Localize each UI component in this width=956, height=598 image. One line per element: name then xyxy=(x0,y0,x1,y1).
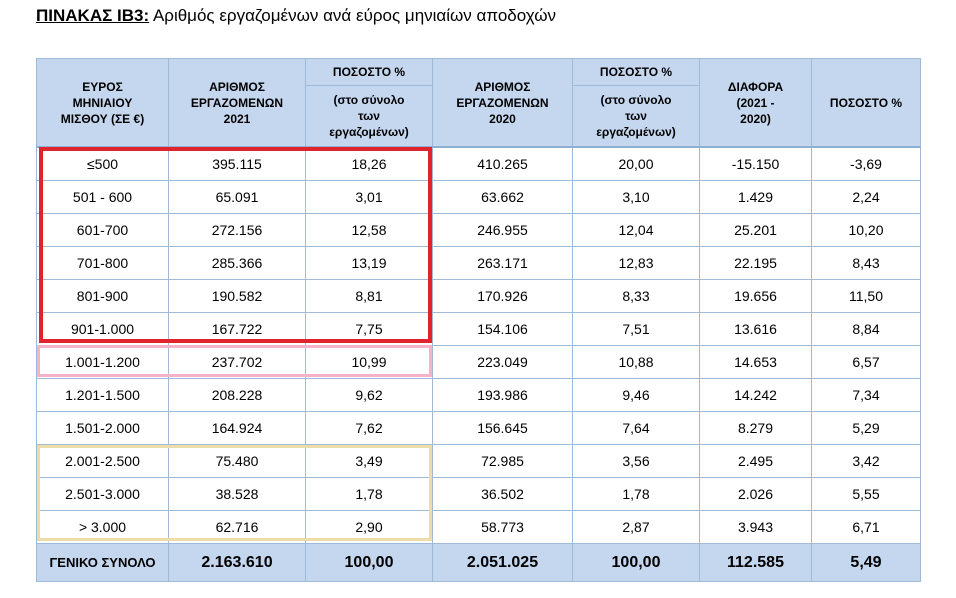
cell-employees-2020: 193.986 xyxy=(433,379,573,412)
cell-percent-2020: 7,64 xyxy=(573,412,700,445)
cell-range: ≤500 xyxy=(37,147,169,181)
table-title-label: ΠΙΝΑΚΑΣ ΙΒ3: xyxy=(36,6,150,25)
cell-employees-2021: 190.582 xyxy=(169,280,306,313)
cell-employees-2020: 263.171 xyxy=(433,247,573,280)
cell-percent-2021: 13,19 xyxy=(306,247,433,280)
header-percent-change: ΠΟΣΟΣΤΟ % xyxy=(812,59,921,148)
cell-employees-2020: 246.955 xyxy=(433,214,573,247)
cell-employees-2020: 36.502 xyxy=(433,478,573,511)
cell-employees-2020: 63.662 xyxy=(433,181,573,214)
cell-percent-change: 8,43 xyxy=(812,247,921,280)
cell-employees-2020: 170.926 xyxy=(433,280,573,313)
cell-employees-2021: 237.702 xyxy=(169,346,306,379)
cell-range: > 3.000 xyxy=(37,511,169,544)
cell-percent-2020: 12,83 xyxy=(573,247,700,280)
cell-percent-change: 2,24 xyxy=(812,181,921,214)
cell-percent-2021: 10,99 xyxy=(306,346,433,379)
header-employees-2020: ΑΡΙΘΜΟΣ ΕΡΓΑΖΟΜΕΝΩΝ 2020 xyxy=(433,59,573,148)
table-row xyxy=(37,346,921,379)
wage-range-table xyxy=(36,58,921,582)
cell-employees-2020: 156.645 xyxy=(433,412,573,445)
table-row xyxy=(37,313,921,346)
table-row xyxy=(37,445,921,478)
cell-range: 1.201-1.500 xyxy=(37,379,169,412)
header-percent-2020: ΠΟΣΟΣΤΟ % xyxy=(573,59,700,86)
table-row xyxy=(37,181,921,214)
cell-employees-2021: 38.528 xyxy=(169,478,306,511)
cell-percent-change: 7,34 xyxy=(812,379,921,412)
header-range: ΕΥΡΟΣ ΜΗΝΙΑΙΟΥ ΜΙΣΘΟΥ (ΣΕ €) xyxy=(37,59,169,148)
table-title xyxy=(36,6,556,26)
cell-difference: 22.195 xyxy=(700,247,812,280)
header-difference: ΔΙΑΦΟΡΑ (2021 - 2020) xyxy=(700,59,812,148)
cell-employees-2021: 395.115 xyxy=(169,147,306,181)
cell-percent-2020: 3,10 xyxy=(573,181,700,214)
header-percent-2020-note: (στο σύνολο των εργαζομένων) xyxy=(573,86,700,148)
cell-percent-2021: 7,75 xyxy=(306,313,433,346)
cell-difference: 19.656 xyxy=(700,280,812,313)
cell-range: 801-900 xyxy=(37,280,169,313)
cell-range: 701-800 xyxy=(37,247,169,280)
cell-employees-2021: 208.228 xyxy=(169,379,306,412)
cell-employees-2021: 75.480 xyxy=(169,445,306,478)
cell-range: 501 - 600 xyxy=(37,181,169,214)
cell-employees-2020: 410.265 xyxy=(433,147,573,181)
cell-difference: 13.616 xyxy=(700,313,812,346)
total-employees-2020: 2.051.025 xyxy=(433,544,573,582)
table-row xyxy=(37,214,921,247)
table-row xyxy=(37,247,921,280)
total-difference: 112.585 xyxy=(700,544,812,582)
cell-employees-2020: 223.049 xyxy=(433,346,573,379)
cell-percent-2021: 3,49 xyxy=(306,445,433,478)
cell-percent-change: 3,42 xyxy=(812,445,921,478)
total-label: ΓΕΝΙΚΟ ΣΥΝΟΛΟ xyxy=(37,544,169,582)
total-employees-2021: 2.163.610 xyxy=(169,544,306,582)
cell-percent-change: 10,20 xyxy=(812,214,921,247)
cell-difference: 25.201 xyxy=(700,214,812,247)
cell-percent-2020: 10,88 xyxy=(573,346,700,379)
cell-difference: 3.943 xyxy=(700,511,812,544)
cell-difference: 14.653 xyxy=(700,346,812,379)
cell-percent-change: 5,29 xyxy=(812,412,921,445)
cell-percent-2020: 8,33 xyxy=(573,280,700,313)
cell-range: 901-1.000 xyxy=(37,313,169,346)
header-percent-2021-note: (στο σύνολο των εργαζομένων) xyxy=(306,86,433,148)
cell-employees-2021: 62.716 xyxy=(169,511,306,544)
cell-percent-2020: 2,87 xyxy=(573,511,700,544)
table-row xyxy=(37,379,921,412)
cell-percent-2021: 18,26 xyxy=(306,147,433,181)
cell-difference: -15.150 xyxy=(700,147,812,181)
cell-percent-2021: 8,81 xyxy=(306,280,433,313)
cell-percent-2020: 1,78 xyxy=(573,478,700,511)
cell-percent-2020: 7,51 xyxy=(573,313,700,346)
table-row xyxy=(37,478,921,511)
cell-percent-2021: 7,62 xyxy=(306,412,433,445)
cell-employees-2021: 285.366 xyxy=(169,247,306,280)
cell-employees-2021: 65.091 xyxy=(169,181,306,214)
total-percent-change: 5,49 xyxy=(812,544,921,582)
cell-range: 601-700 xyxy=(37,214,169,247)
cell-difference: 8.279 xyxy=(700,412,812,445)
cell-employees-2020: 154.106 xyxy=(433,313,573,346)
cell-percent-change: 6,57 xyxy=(812,346,921,379)
total-row xyxy=(37,544,921,582)
cell-percent-change: -3,69 xyxy=(812,147,921,181)
header-employees-2021: ΑΡΙΘΜΟΣ ΕΡΓΑΖΟΜΕΝΩΝ 2021 xyxy=(169,59,306,148)
table-title-text: Αριθμός εργαζομένων ανά εύρος μηνιαίων αποδοχών xyxy=(149,6,557,25)
cell-range: 1.001-1.200 xyxy=(37,346,169,379)
table-row xyxy=(37,147,921,181)
cell-employees-2021: 167.722 xyxy=(169,313,306,346)
header-percent-2021: ΠΟΣΟΣΤΟ % xyxy=(306,59,433,86)
cell-percent-2021: 2,90 xyxy=(306,511,433,544)
cell-percent-2021: 9,62 xyxy=(306,379,433,412)
cell-employees-2020: 72.985 xyxy=(433,445,573,478)
cell-difference: 14.242 xyxy=(700,379,812,412)
cell-percent-change: 11,50 xyxy=(812,280,921,313)
cell-percent-2020: 9,46 xyxy=(573,379,700,412)
total-percent-2020: 100,00 xyxy=(573,544,700,582)
cell-range: 1.501-2.000 xyxy=(37,412,169,445)
cell-percent-2020: 3,56 xyxy=(573,445,700,478)
total-percent-2021: 100,00 xyxy=(306,544,433,582)
table-row xyxy=(37,412,921,445)
cell-percent-change: 8,84 xyxy=(812,313,921,346)
cell-employees-2021: 164.924 xyxy=(169,412,306,445)
table-row xyxy=(37,511,921,544)
cell-percent-2021: 1,78 xyxy=(306,478,433,511)
cell-percent-2020: 12,04 xyxy=(573,214,700,247)
cell-percent-2020: 20,00 xyxy=(573,147,700,181)
cell-percent-change: 5,55 xyxy=(812,478,921,511)
cell-employees-2021: 272.156 xyxy=(169,214,306,247)
cell-percent-2021: 12,58 xyxy=(306,214,433,247)
cell-range: 2.001-2.500 xyxy=(37,445,169,478)
cell-percent-2021: 3,01 xyxy=(306,181,433,214)
cell-difference: 2.495 xyxy=(700,445,812,478)
cell-difference: 1.429 xyxy=(700,181,812,214)
cell-percent-change: 6,71 xyxy=(812,511,921,544)
cell-employees-2020: 58.773 xyxy=(433,511,573,544)
cell-difference: 2.026 xyxy=(700,478,812,511)
table-row xyxy=(37,280,921,313)
cell-range: 2.501-3.000 xyxy=(37,478,169,511)
